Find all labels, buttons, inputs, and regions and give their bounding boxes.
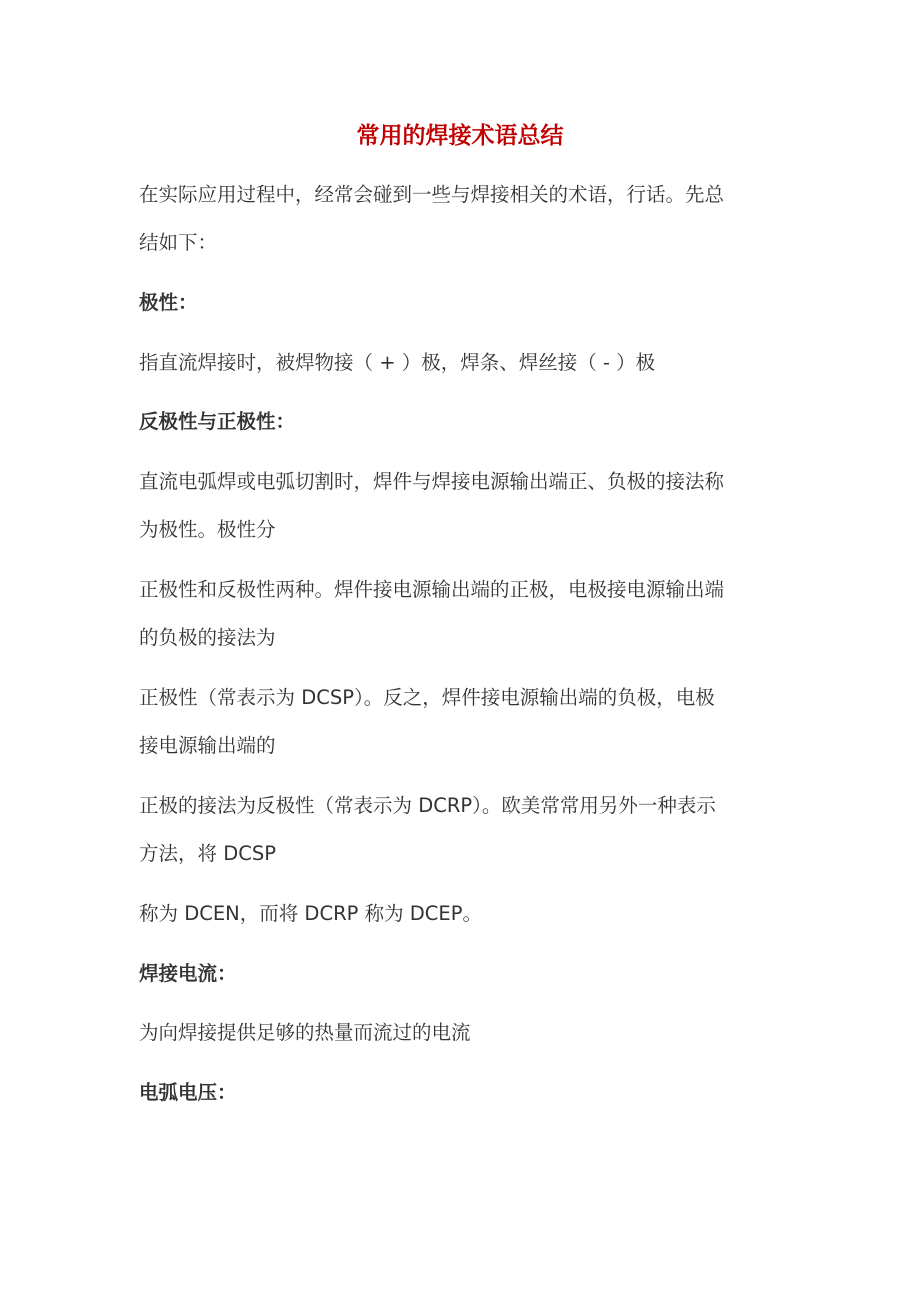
- paragraph-line: 接电源输出端的: [139, 734, 276, 757]
- paragraph-line: 正极的接法为反极性（常表示为 DCRP）。欧美常常用另外一种表示: [139, 794, 716, 817]
- paragraph-line: 指直流焊接时，被焊物接（ + ）极，焊条、焊丝接（ - ）极: [139, 351, 656, 374]
- document-title: 常用的焊接术语总结: [356, 123, 564, 149]
- section-heading-polarity: 极性：: [139, 291, 198, 314]
- paragraph-line: 为极性。极性分: [139, 518, 276, 541]
- paragraph-line: 结如下：: [139, 231, 218, 254]
- paragraph-line: 在实际应用过程中，经常会碰到一些与焊接相关的术语，行话。先总: [139, 183, 725, 206]
- section-heading-reverse-straight-polarity: 反极性与正极性：: [139, 410, 296, 433]
- section-heading-arc-voltage: 电弧电压：: [139, 1081, 237, 1104]
- paragraph-line: 称为 DCEN，而将 DCRP 称为 DCEP。: [139, 902, 482, 925]
- paragraph-line: 直流电弧焊或电弧切割时，焊件与焊接电源输出端正、负极的接法称: [139, 470, 725, 493]
- paragraph-line: 方法，将 DCSP: [139, 842, 276, 865]
- paragraph-line: 正极性和反极性两种。焊件接电源输出端的正极，电极接电源输出端: [139, 578, 725, 601]
- paragraph-line: 正极性（常表示为 DCSP）。反之，焊件接电源输出端的负极，电极: [139, 686, 715, 709]
- paragraph-line: 为向焊接提供足够的热量而流过的电流: [139, 1021, 471, 1044]
- paragraph-line: 的负极的接法为: [139, 626, 276, 649]
- section-heading-welding-current: 焊接电流：: [139, 962, 237, 985]
